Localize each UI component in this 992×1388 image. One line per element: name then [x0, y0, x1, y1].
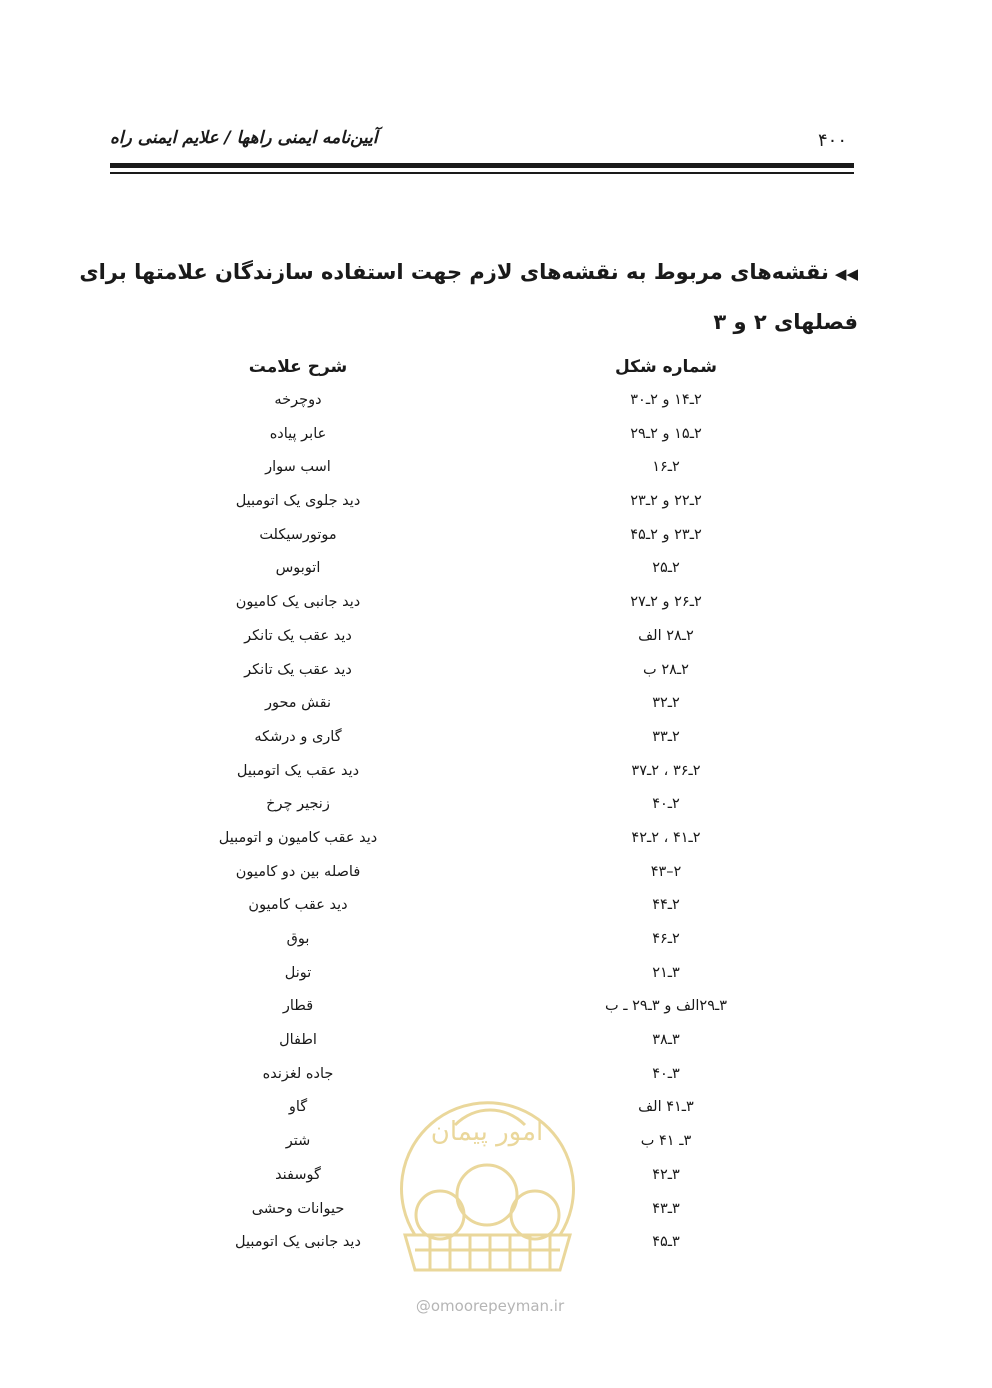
table-row	[0, 489, 992, 523]
header-rule-thick	[110, 163, 854, 168]
figure-number-cell: ۳ـ ۴۱ ب	[640, 1133, 692, 1150]
sign-description-cell: دید عقب یک تانکر	[244, 661, 352, 678]
sign-description-cell: دید عقب یک اتومبیل	[236, 762, 360, 779]
header-rule-thin	[110, 172, 854, 174]
sign-description-cell: گاو	[288, 1099, 308, 1116]
figure-number-cell: ۲ـ۴۶	[652, 931, 680, 947]
sign-description-cell: نقش محور	[264, 695, 332, 712]
sign-description-cell: قطار	[282, 998, 314, 1015]
sign-description-cell: دید عقب یک تانکر	[244, 627, 352, 644]
table-row	[0, 1028, 992, 1062]
table-row	[0, 1163, 992, 1197]
table-row	[0, 961, 992, 995]
figure-number-cell: ۲ـ۱۴ و ۲ـ۳۰	[630, 392, 702, 408]
table-row	[0, 927, 992, 961]
table-row	[0, 1095, 992, 1129]
figure-number-cell: ۲ـ۴۴	[652, 897, 680, 914]
figure-number-cell: ۲ـ۲۶ و ۲ـ۲۷	[630, 594, 702, 611]
sign-description-cell: جاده لغزنده	[262, 1065, 334, 1082]
table-row	[0, 759, 992, 793]
figure-number-cell: ۳ـ۳۸	[652, 1032, 680, 1049]
figure-number-cell: ۲ـ۱۵ و ۲ـ۲۹	[630, 425, 702, 442]
sign-description-cell: اسب سوار	[265, 459, 331, 476]
figure-number-cell: ۲ـ۱۶	[652, 459, 680, 476]
figure-number-cell: ۳ـ۴۰	[652, 1065, 680, 1082]
figure-number-cell: ۲ـ۳۲	[652, 695, 680, 712]
sign-description-cell: زنجیر چرخ	[266, 796, 330, 813]
page-number: ۴۰۰	[818, 130, 848, 151]
figure-number-cell: ۲ـ۲۳ و ۲ـ۴۵	[630, 526, 702, 543]
table-row	[0, 1129, 992, 1163]
sign-description-cell: دوچرخه	[274, 392, 322, 408]
sign-description-cell: دید جانبی یک اتومبیل	[235, 1234, 361, 1251]
figure-number-cell: ۲ـ۴۰	[652, 796, 680, 813]
sign-description-cell: فاصله بین دو کامیون	[235, 863, 361, 880]
sign-description-cell: عابر پیاده	[269, 425, 327, 442]
figure-number-cell: ۳ـ۴۳	[652, 1200, 680, 1217]
sign-description-cell: حیوانات وحشی	[251, 1200, 345, 1217]
watermark-url: @omoorepeyman.ir	[415, 1297, 565, 1315]
table-row	[0, 590, 992, 624]
figure-number-cell: ۲ـ۲۲ و ۲ـ۲۳	[630, 493, 702, 510]
figure-number-cell: ۲ـ۳۶ ، ۲ـ۳۷	[631, 762, 701, 779]
figure-number-cell: ۳ـ۴۵	[652, 1234, 680, 1251]
sign-description-cell: دید عقب کامیون و اتومبیل	[218, 829, 378, 846]
figure-number-cell: ۳ـ۴۲	[652, 1166, 680, 1183]
table-row	[0, 691, 992, 725]
section-heading-line-2: فصلهای ۲ و ۳	[713, 310, 858, 334]
figure-number-cell: ۲ـ۳۳	[652, 728, 680, 745]
section-heading	[79, 248, 858, 346]
table-row	[0, 388, 992, 422]
column-header-sign-description: شرح علامت	[248, 357, 348, 377]
sign-description-cell: موتورسیکلت	[259, 526, 337, 543]
table-row	[0, 624, 992, 658]
table-row	[0, 994, 992, 1028]
sign-description-cell: اطفال	[279, 1032, 317, 1049]
sign-description-cell: گاری و درشکه	[254, 728, 342, 745]
figure-number-cell: ۲ـ۲۸ ب	[643, 661, 689, 678]
figure-table-body	[0, 388, 992, 1264]
sign-description-cell: دید جلوی یک اتومبیل	[235, 493, 361, 510]
figure-number-cell: ۳ـ۲۱	[652, 964, 680, 981]
figure-number-cell: ۲ـ۲۸ الف	[638, 627, 694, 644]
figure-number-cell: ۳ـ۲۹الف و ۳ـ۲۹ ـ ب	[604, 998, 728, 1015]
table-row	[0, 455, 992, 489]
column-header-figure-number: شماره شکل	[614, 357, 718, 377]
table-row	[0, 893, 992, 927]
figure-number-cell: ۲–۴۳	[650, 863, 682, 880]
running-header-title: آیین‌نامه ایمنی راهها / علایم ایمنی راه	[110, 128, 378, 148]
double-arrow-marker-icon: ◀◀	[834, 265, 858, 283]
sign-description-cell: اتوبوس	[275, 560, 321, 577]
table-row	[0, 523, 992, 557]
figure-number-cell: ۳ـ۴۱ الف	[638, 1099, 694, 1116]
table-row	[0, 1062, 992, 1096]
section-heading-line-1	[79, 248, 858, 298]
table-row	[0, 860, 992, 894]
table-row	[0, 1230, 992, 1264]
sign-description-cell: دید عقب کامیون	[248, 897, 348, 914]
table-row	[0, 792, 992, 826]
table-row	[0, 556, 992, 590]
sign-description-cell: گوسفند	[275, 1166, 321, 1183]
sign-description-cell: تونل	[284, 964, 312, 981]
sign-description-cell: بوق	[286, 931, 310, 947]
sign-description-cell: دید جانبی یک کامیون	[235, 594, 361, 611]
table-row	[0, 658, 992, 692]
table-row	[0, 725, 992, 759]
table-row	[0, 422, 992, 456]
table-row	[0, 1197, 992, 1231]
sign-description-cell: شتر	[285, 1133, 311, 1150]
figure-number-cell: ۲ـ۴۱ ، ۲ـ۴۲	[631, 829, 701, 846]
table-row	[0, 826, 992, 860]
svg-text:امور پیمان: امور پیمان	[430, 1117, 544, 1147]
section-heading-text-1: نقشه‌های مربوط به نقشه‌های لازم جهت استفاده سازندگان علامتها برای	[79, 260, 829, 284]
figure-number-cell: ۲ـ۲۵	[652, 560, 680, 577]
